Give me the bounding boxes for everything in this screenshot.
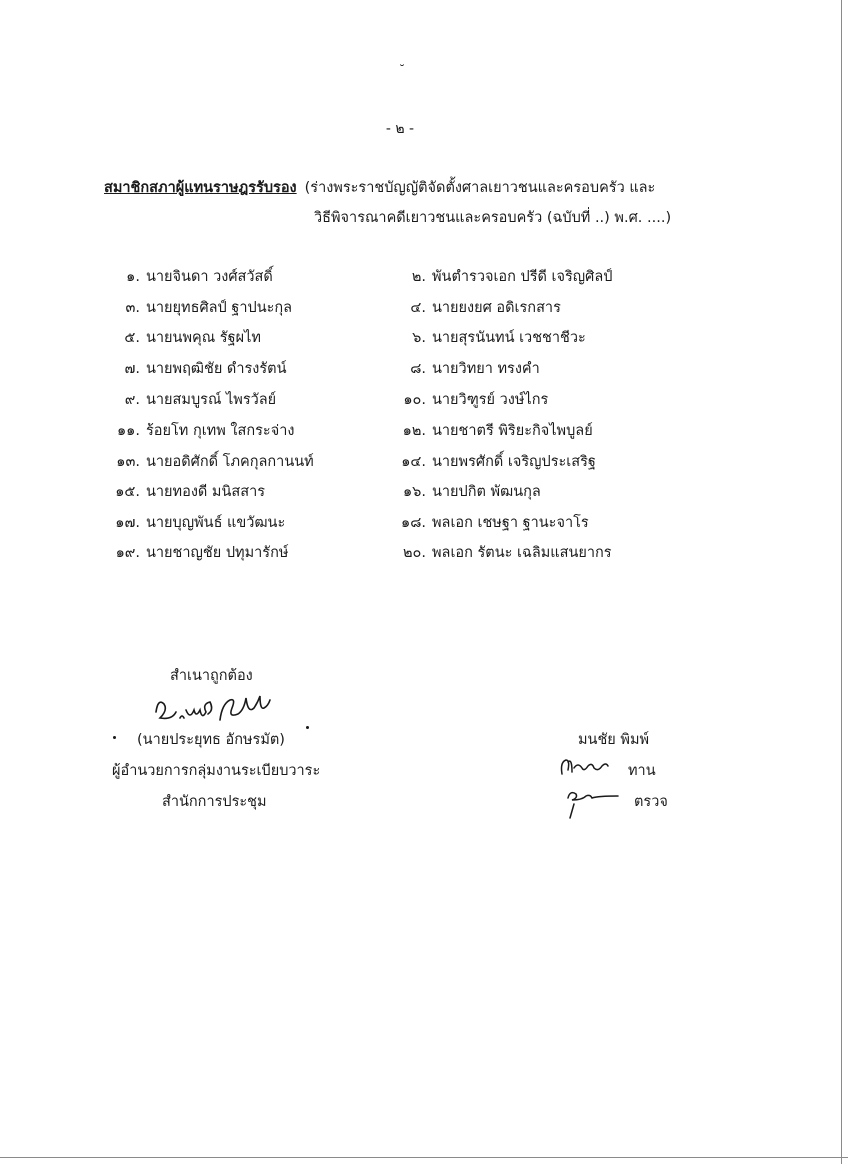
certified-copy-label: สำเนาถูกต้อง bbox=[170, 668, 253, 684]
scan-speck: ˘ bbox=[399, 63, 405, 77]
member-number: ๓. bbox=[125, 300, 140, 316]
member-number: ๑๖. bbox=[402, 484, 426, 500]
member-item bbox=[390, 327, 586, 349]
certifier-position: ผู้อำนวยการกลุ่มงานระเบียบวาระ bbox=[112, 763, 321, 779]
member-name: นายพรศักดิ์ เจริญประเสริฐ bbox=[432, 454, 596, 470]
member-item bbox=[96, 389, 276, 411]
member-item bbox=[96, 266, 273, 288]
member-name: พลเอก รัตนะ เฉลิมแสนยากร bbox=[432, 545, 612, 561]
member-number: ๑๑. bbox=[116, 423, 140, 439]
member-name: พลเอก เชษฐา ฐานะจาโร bbox=[432, 515, 589, 531]
member-number: ๘. bbox=[410, 361, 426, 377]
member-number: ๗. bbox=[124, 361, 140, 377]
member-number: ๑. bbox=[126, 269, 140, 285]
ink-dot bbox=[113, 736, 116, 739]
member-item bbox=[390, 420, 593, 442]
member-name: นายนพคุณ รัฐผไท bbox=[146, 330, 261, 346]
ink-dot bbox=[306, 726, 309, 729]
member-name: ร้อยโท กุเทพ ใสกระจ่าง bbox=[146, 423, 295, 439]
member-number: ๔. bbox=[410, 300, 426, 316]
member-name: นายสมบูรณ์ ไพรวัลย์ bbox=[146, 392, 277, 408]
bill-title-part-2: วิธีพิจารณาคดีเยาวชนและครอบครัว (ฉบับที่ ..) พ.ศ. ....) bbox=[314, 210, 672, 226]
member-item bbox=[390, 297, 561, 319]
member-item bbox=[390, 358, 540, 380]
member-number: ๑๓. bbox=[116, 454, 140, 470]
header-title: สมาชิกสภาผู้แทนราษฎรรับรอง bbox=[104, 180, 297, 196]
member-item bbox=[96, 297, 292, 319]
page-number: - ๒ - bbox=[385, 121, 415, 137]
member-item bbox=[390, 542, 612, 564]
member-item bbox=[390, 512, 589, 534]
member-item bbox=[96, 358, 286, 380]
member-number: ๑๕. bbox=[115, 484, 140, 500]
header-line-1 bbox=[104, 176, 655, 199]
member-name: นายพฤฒิชัย ดำรงรัตน์ bbox=[146, 361, 287, 377]
scan-edge-right bbox=[841, 0, 842, 1164]
member-name: นายบุญพันธ์ แขวัฒนะ bbox=[146, 515, 286, 531]
member-name: นายยงยศ อดิเรกสาร bbox=[432, 300, 561, 316]
typist-line: มนชัย พิมพ์ bbox=[578, 732, 650, 748]
certifier-name: (นายประยุทธ อักษรมัต) bbox=[137, 732, 285, 748]
member-item bbox=[390, 266, 612, 288]
member-item bbox=[96, 481, 265, 503]
member-name: นายทองดี มนิสสาร bbox=[146, 484, 266, 500]
checker-signature bbox=[562, 784, 624, 820]
member-number: ๑๘. bbox=[401, 515, 426, 531]
member-number: ๒. bbox=[411, 269, 426, 285]
member-name: นายสุรนันทน์ เวชชาชีวะ bbox=[432, 330, 586, 346]
member-number: ๖. bbox=[412, 330, 426, 346]
member-name: พันตำรวจเอก ปรีดี เจริญศิลป์ bbox=[432, 269, 613, 285]
checker-label: ตรวจ bbox=[634, 794, 668, 810]
member-item bbox=[96, 542, 288, 564]
certifier-signature bbox=[150, 690, 290, 730]
member-item bbox=[390, 481, 541, 503]
member-number: ๑๐. bbox=[403, 392, 426, 408]
member-item bbox=[96, 512, 285, 534]
certifier-office: สำนักการประชุม bbox=[162, 794, 267, 810]
member-number: ๑๗. bbox=[115, 515, 140, 531]
member-name: นายปกิต พัฒนกุล bbox=[432, 484, 541, 500]
member-name: นายจินดา วงศ์สวัสดิ์ bbox=[146, 269, 273, 285]
scan-edge-bottom bbox=[0, 1157, 848, 1158]
member-item bbox=[96, 451, 314, 473]
member-number: ๑๔. bbox=[401, 454, 426, 470]
member-number: ๒๐. bbox=[402, 545, 426, 561]
member-item bbox=[390, 451, 596, 473]
member-number: ๑๙. bbox=[115, 545, 140, 561]
member-number: ๑๒. bbox=[402, 423, 426, 439]
member-name: นายอดิศักดิ์ โภคกุลกานนท์ bbox=[146, 454, 314, 470]
member-item bbox=[390, 389, 548, 411]
member-name: นายวิฑูรย์ วงษ์ไกร bbox=[432, 392, 549, 408]
bill-title-part-1: (ร่างพระราชบัญญัติจัดตั้งศาลเยาวชนและครอบครัว และ bbox=[304, 180, 656, 196]
member-item bbox=[96, 327, 261, 349]
proofreader-label: ทาน bbox=[628, 763, 656, 779]
member-name: นายวิทยา ทรงคำ bbox=[432, 361, 540, 377]
member-name: นายชาตรี พิริยะกิจไพบูลย์ bbox=[432, 423, 593, 439]
member-item bbox=[96, 420, 294, 442]
member-name: นายชาญชัย ปทุมารักษ์ bbox=[146, 545, 289, 561]
member-number: ๙. bbox=[124, 392, 140, 408]
member-number: ๕. bbox=[124, 330, 140, 346]
member-name: นายยุทธศิลป์ ฐาปนะกุล bbox=[146, 300, 293, 316]
